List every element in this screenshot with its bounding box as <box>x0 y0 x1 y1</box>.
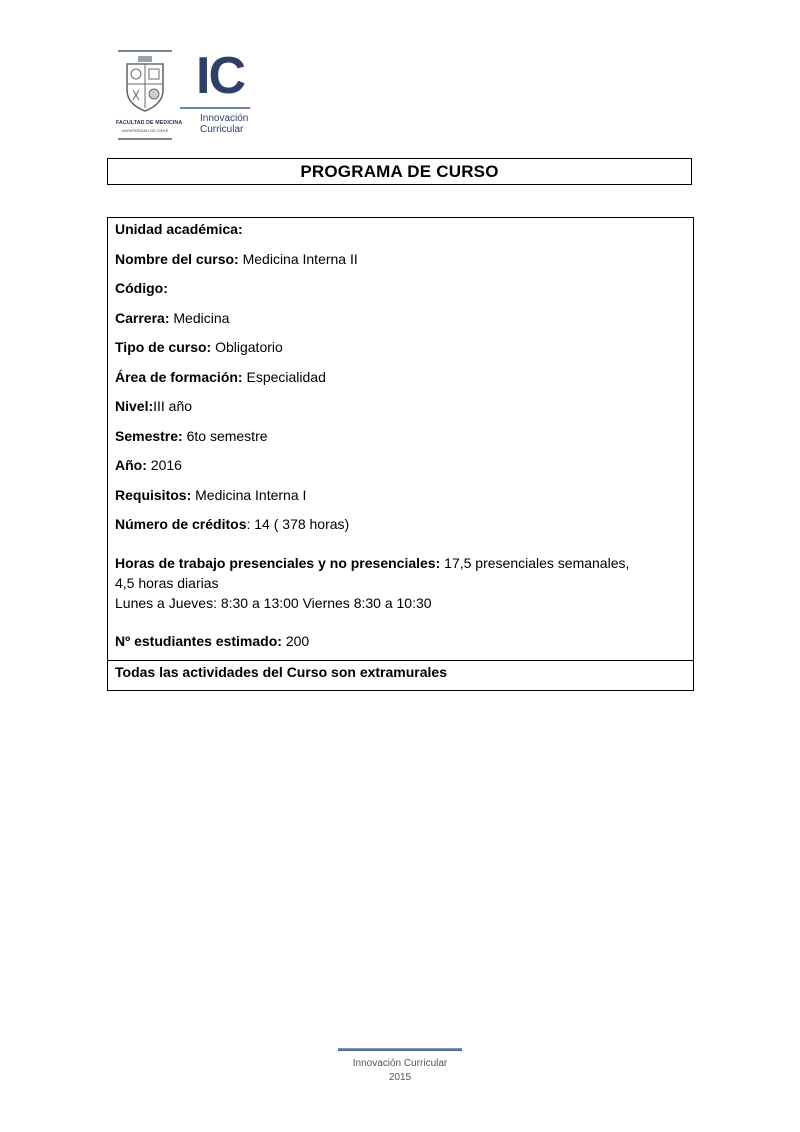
field-label: Requisitos: <box>115 487 192 503</box>
university-name: UNIVERSIDAD DE CHILE <box>121 128 169 133</box>
field-value: Obligatorio <box>211 339 283 355</box>
field-horas-line3: Lunes a Jueves: 8:30 a 13:00 Viernes 8:30 a 10:30 <box>115 595 432 611</box>
footer-line2: 2015 <box>388 1072 412 1083</box>
field-label: Unidad académica: <box>115 221 243 237</box>
field-label: Área de formación: <box>115 369 243 385</box>
field-label: Nombre del curso: <box>115 251 239 267</box>
ic-logo-line1: Innovación <box>200 113 249 124</box>
field-label: Nº estudiantes estimado: <box>115 633 282 649</box>
field-codigo <box>115 278 168 298</box>
field-estudiantes <box>115 631 309 651</box>
note-text: Todas las actividades del Curso son extramurales <box>115 664 447 680</box>
extramural-note <box>115 662 447 682</box>
page-footer <box>338 1048 462 1088</box>
field-value: 17,5 presenciales semanales, <box>440 555 630 571</box>
field-carrera <box>115 308 229 328</box>
field-value: 200 <box>281 633 310 649</box>
faculty-logo-top-rule <box>118 50 172 52</box>
field-horas <box>115 553 629 573</box>
field-horas-line2: 4,5 horas diarias <box>115 575 219 591</box>
footer-line1: Innovación Curricular <box>352 1058 448 1069</box>
faculty-logo-bottom-rule <box>118 138 172 140</box>
field-label: Semestre: <box>115 428 183 444</box>
field-nombre-curso <box>115 249 358 269</box>
field-unidad-academica <box>115 219 243 239</box>
field-anio <box>115 455 182 475</box>
ic-letters: IC <box>196 47 244 105</box>
field-nivel <box>115 396 192 416</box>
document-title: PROGRAMA DE CURSO <box>300 161 499 181</box>
field-value: 2016 <box>146 457 182 473</box>
field-value: III año <box>153 398 193 414</box>
field-value: : 14 ( 378 horas) <box>246 516 350 532</box>
field-label: Número de créditos <box>115 516 247 532</box>
field-value: 6to semestre <box>182 428 268 444</box>
faculty-name: FACULTAD DE MEDICINA <box>116 120 183 126</box>
info-divider <box>108 660 693 661</box>
field-value: Especialidad <box>242 369 326 385</box>
field-label: Horas de trabajo presenciales y no presenciales: <box>115 555 441 571</box>
header-logos <box>116 47 256 142</box>
footer-rule <box>338 1048 462 1051</box>
field-value: Medicina Interna II <box>238 251 358 267</box>
innovacion-curricular-logo <box>180 47 256 140</box>
field-creditos <box>115 514 349 534</box>
field-tipo-curso <box>115 337 283 357</box>
faculty-shield-icon <box>124 56 166 112</box>
field-requisitos <box>115 485 306 505</box>
title-box <box>107 158 692 185</box>
faculty-logo <box>116 50 183 142</box>
field-label: Tipo de curso: <box>115 339 212 355</box>
field-label: Año: <box>115 457 147 473</box>
ic-logo-line2: Curricular <box>200 124 244 135</box>
field-value: Medicina Interna I <box>191 487 307 503</box>
field-area-formacion <box>115 367 326 387</box>
field-value: Medicina <box>169 310 230 326</box>
ic-logo-rule <box>180 107 250 109</box>
field-label: Carrera: <box>115 310 170 326</box>
course-info-box <box>107 217 694 691</box>
field-label: Nivel: <box>115 398 154 414</box>
field-semestre <box>115 426 268 446</box>
field-label: Código: <box>115 280 168 296</box>
